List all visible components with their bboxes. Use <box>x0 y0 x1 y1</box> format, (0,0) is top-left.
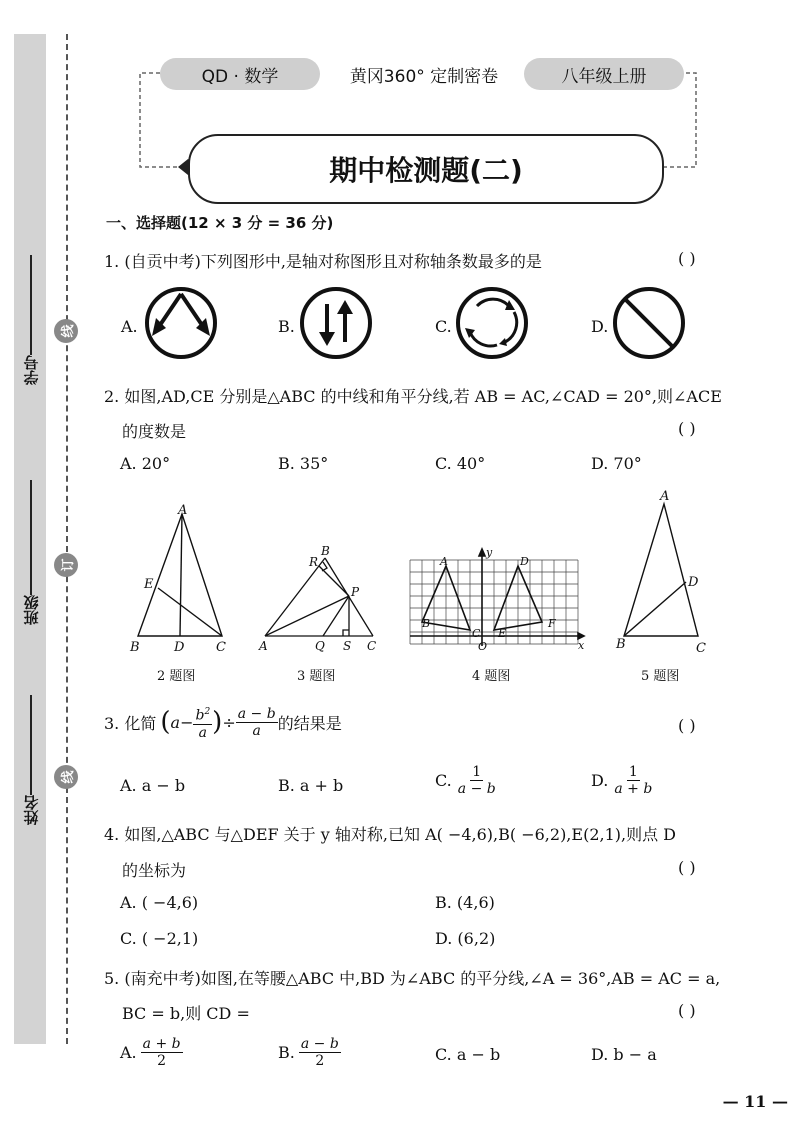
fig3-label-q: Q <box>315 639 325 653</box>
name-label: 姓名 <box>22 795 41 825</box>
q5-option-a: A. $\frac{a + b}{2}$ <box>120 1036 181 1069</box>
q3-fraction-b2-over-a: $\frac{b^2}{a}$ <box>193 704 212 741</box>
q3-divide: ÷ <box>222 712 236 732</box>
q3-suffix: 的结果是 <box>277 713 342 733</box>
fig3-label-p: P <box>351 585 360 599</box>
q3-option-c: C. $\frac{1}{a - b}$ <box>435 764 496 797</box>
q2-answer-blank: ( ) <box>678 419 696 438</box>
fig3-label-s: S <box>343 639 352 653</box>
q3-option-b: B. a + b <box>278 776 344 795</box>
q1-option-d-prohibition-figure <box>610 284 688 362</box>
fig2-label-c: C <box>216 640 226 655</box>
q2-option-d: D. 70° <box>591 454 642 473</box>
q4-option-c: C. ( −2,1) <box>120 929 199 948</box>
q2-option-c: C. 40° <box>435 454 486 473</box>
name-field <box>20 665 42 825</box>
figure-q3-caption: 3 题图 <box>297 669 336 684</box>
student-id-field <box>20 225 42 385</box>
q1-answer-blank: ( ) <box>678 249 696 268</box>
q2-stem-line1: 2. 如图,AD,CE 分别是△ABC 的中线和角平分线,若 AB = AC,∠CAD = 20°,则∠ACE <box>104 387 722 406</box>
fig2-label-b: B <box>130 640 140 655</box>
q1-stem: 1. (自贡中考)下列图形中,是轴对称图形且对称轴条数最多的是 <box>104 252 542 271</box>
q1-option-b-updown-figure <box>297 284 375 362</box>
fig4-label-f: F <box>548 617 556 630</box>
figure-q5-caption: 5 题图 <box>641 669 680 684</box>
fig3-label-a: A <box>259 639 268 653</box>
name-underline <box>30 695 32 795</box>
q1-option-b-label: B. <box>278 317 295 336</box>
student-id-label: 学号 <box>22 355 41 385</box>
q1-option-c-roundabout-figure <box>453 284 531 362</box>
fig5-label-d: D <box>688 575 699 590</box>
fig5-label-a: A <box>660 489 670 504</box>
q3-term-a: a <box>170 712 181 732</box>
series-name: 黄冈360° 定制密卷 <box>349 67 499 87</box>
q4-option-a: A. ( −4,6) <box>120 893 199 912</box>
q3-option-a: A. a − b <box>120 776 186 795</box>
fig4-label-x: x <box>578 639 585 652</box>
figure-q2-caption: 2 题图 <box>157 669 196 684</box>
fig4-label-y: y <box>486 546 493 559</box>
fig2-label-a: A <box>178 503 188 518</box>
q5-option-c: C. a − b <box>435 1045 501 1064</box>
figure-q4-caption: 4 题图 <box>472 669 511 684</box>
fig3-label-r: R <box>309 555 319 569</box>
section-title: 一、选择题(12 × 3 分 = 36 分) <box>106 214 334 232</box>
figure-q3-geometry <box>255 544 385 656</box>
q1-option-d-label: D. <box>591 317 609 336</box>
q5-stem-line1: 5. (南充中考)如图,在等腰△ABC 中,BD 为∠ABC 的平分线,∠A = 36°,AB = AC = a, <box>104 969 721 988</box>
q3-stem: 3. 化简 ( a − $\frac{b^2}{a}$ ) ÷ $\frac{a - b}{a}$ 的结果是 <box>104 705 342 741</box>
q5-option-d: D. b − a <box>591 1045 657 1064</box>
fig2-label-d: D <box>174 640 185 655</box>
binding-mark-line-bottom: 线 <box>54 765 78 789</box>
q3-fraction-amb-over-a: $\frac{a - b}{a}$ <box>237 705 276 739</box>
page-number: — 11 — <box>722 1092 788 1111</box>
fig4-label-o: O <box>478 640 488 653</box>
q4-option-b: B. (4,6) <box>435 893 495 912</box>
student-id-underline <box>30 255 32 355</box>
binding-mark-line-top: 线 <box>54 319 78 343</box>
page-title: 期中检测题(二) <box>188 134 664 204</box>
fig4-label-d: D <box>520 555 529 568</box>
fig4-label-a: A <box>440 555 448 568</box>
fig4-label-e: E <box>498 627 507 640</box>
fig5-label-b: B <box>616 637 626 652</box>
figure-q4-coordinate-grid <box>402 546 590 656</box>
q1-option-a-label: A. <box>121 317 138 336</box>
q2-option-b: B. 35° <box>278 454 329 473</box>
q3-prefix: 3. 化简 <box>104 713 157 733</box>
class-underline <box>30 480 32 595</box>
q4-answer-blank: ( ) <box>678 858 696 877</box>
q4-stem-line2: 的坐标为 <box>122 861 187 880</box>
q5-stem-line2: BC = b,则 CD = <box>122 1004 250 1023</box>
fig4-label-c: C <box>472 627 481 640</box>
q2-option-a: A. 20° <box>120 454 171 473</box>
q3-minus: − <box>180 712 194 732</box>
q5-option-b: B. $\frac{a - b}{2}$ <box>278 1036 339 1069</box>
figure-q5-isosceles-triangle <box>612 486 712 658</box>
fig3-label-b: B <box>321 544 330 558</box>
q4-option-d: D. (6,2) <box>435 929 496 948</box>
q4-stem-line1: 4. 如图,△ABC 与△DEF 关于 y 轴对称,已知 A( −4,6),B( −6,2),E(2,1),则点 D <box>104 825 677 844</box>
q2-stem-line2: 的度数是 <box>122 422 187 441</box>
class-label: 班级 <box>22 595 41 625</box>
binding-mark-staple: 订 <box>54 553 78 577</box>
grade-pill: 八年级上册 <box>524 58 684 90</box>
q1-option-c-label: C. <box>435 317 452 336</box>
fig5-label-c: C <box>696 641 706 656</box>
fig3-label-c: C <box>367 639 377 653</box>
q1-option-a-arrows-figure <box>142 284 220 362</box>
fig2-label-e: E <box>144 577 154 592</box>
subject-pill: QD · 数学 <box>160 58 320 90</box>
figure-q2-triangle <box>124 500 236 660</box>
q3-option-d: D. $\frac{1}{a + b}$ <box>591 764 653 797</box>
q5-answer-blank: ( ) <box>678 1001 696 1020</box>
class-field <box>20 450 42 625</box>
binding-cut-line <box>66 34 68 1044</box>
fig4-label-b: B <box>422 617 431 630</box>
q3-answer-blank: ( ) <box>678 716 696 735</box>
